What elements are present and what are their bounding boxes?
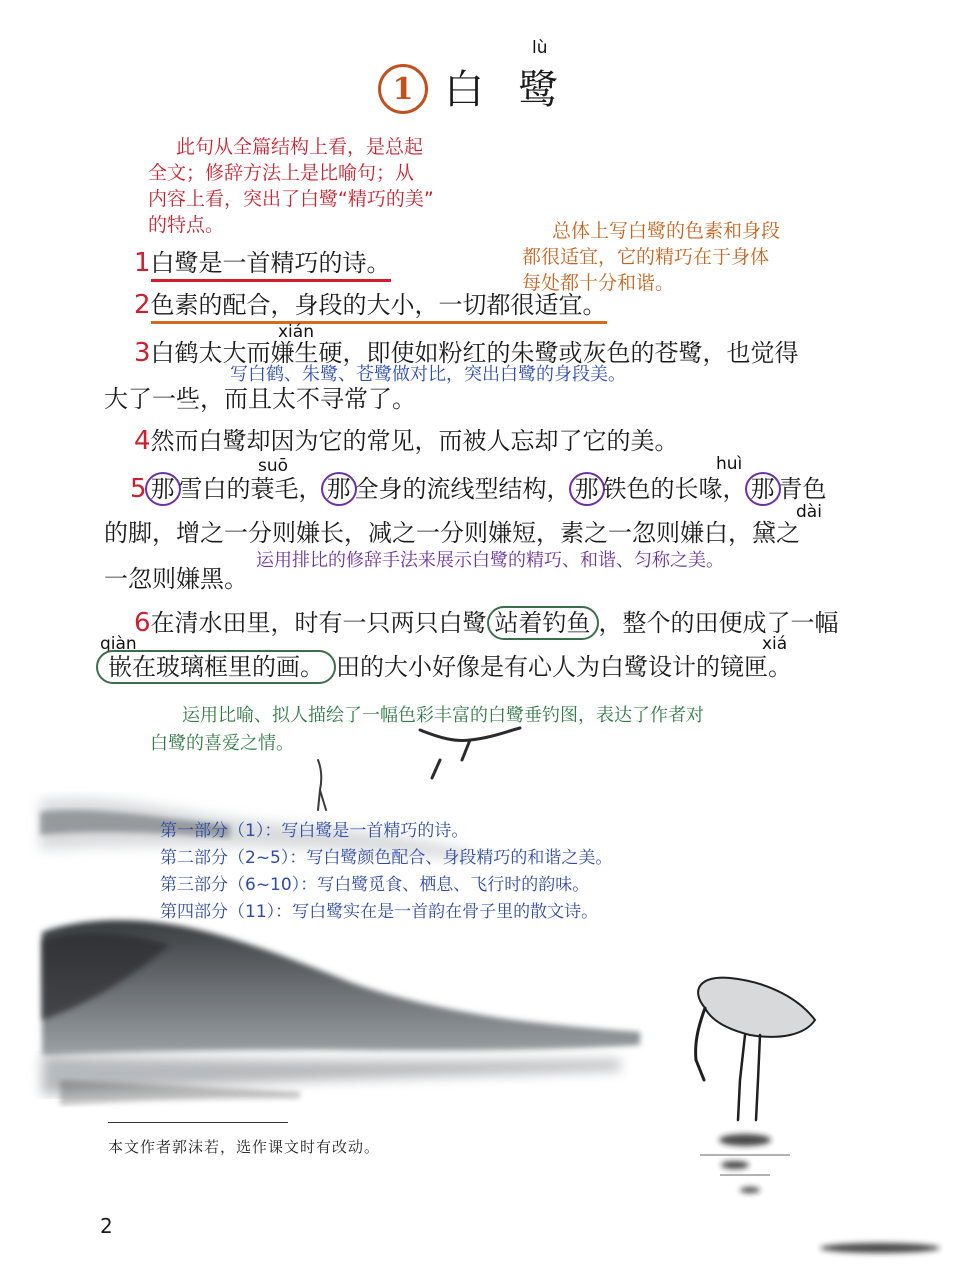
note-line: 此句从全篇结构上看，是总起	[176, 136, 424, 158]
title-pinyin: lù	[532, 38, 548, 58]
paragraph-4	[134, 426, 679, 456]
lesson-number-badge: 1	[378, 64, 428, 114]
paragraph-text: 然而白鹭却因为它的常见，而被人忘却了它的美。	[150, 427, 679, 455]
note-line: 运用比喻、拟人描绘了一幅色彩丰富的白鹭垂钓图，表达了作者对	[182, 705, 704, 726]
paragraph-text: 雪白的蓑毛，	[178, 475, 323, 503]
annotation-note-parallelism: 运用排比的修辞手法来展示白鹭的精巧、和谐、匀称之美。	[256, 550, 724, 571]
structure-part-4: 第四部分（11）：写白鹭实在是一首韵在骨子里的散文诗。	[160, 902, 599, 922]
paragraph-number: 6	[134, 608, 151, 638]
circled-na: 那	[145, 472, 181, 506]
note-line: 的特点。	[148, 214, 225, 236]
paragraph-text: ，整个的田便成了一幅	[598, 609, 839, 637]
circled-phrase-painting: 嵌在玻璃框里的画。	[96, 650, 336, 684]
footnote: 本文作者郭沫若，选作课文时有改动。	[108, 1138, 381, 1156]
paragraph-5-line-1	[130, 472, 827, 506]
paragraph-text: 白鹭是一首精巧的诗。	[151, 249, 391, 282]
pinyin-suo: suō	[258, 456, 289, 476]
paragraph-number: 4	[134, 426, 151, 456]
footnote-rule	[108, 1122, 288, 1123]
structure-part-2: 第二部分（2~5）：写白鹭颜色配合、身段精巧的和谐之美。	[160, 848, 613, 868]
note-line: 内容上看，突出了白鹭“精巧的美”	[148, 188, 434, 210]
note-line: 每处都十分和谐。	[522, 272, 675, 294]
paragraph-text: 铁色的长喙，	[602, 475, 747, 503]
annotation-note-structure	[148, 134, 434, 238]
structure-part-1: 第一部分（1）：写白鹭是一首精巧的诗。	[160, 821, 469, 841]
circled-phrase-fishing: 站着钓鱼	[487, 606, 599, 640]
paragraph-text: 白鹤太大而嫌生硬，即使如粉红的朱鹭或灰色的苍鹭，也觉得	[150, 339, 799, 367]
pinyin-xian: xián	[278, 322, 314, 342]
annotation-note-metaphor	[150, 702, 704, 758]
lesson-title-block	[372, 40, 592, 120]
paragraph-5-line-2: 的脚，增之一分则嫌长，减之一分则嫌短，素之一忽则嫌白，黛之	[104, 519, 800, 547]
note-line: 都很适宜，它的精巧在于身体	[522, 246, 770, 268]
paragraph-3-line-2: 大了一些，而且太不寻常了。	[104, 385, 416, 413]
paragraph-number: 2	[134, 290, 151, 320]
pinyin-hui: huì	[716, 454, 743, 474]
paragraph-text: 田的大小好像是有心人为白鹭设计的镜匣。	[336, 653, 792, 681]
pinyin-xia: xiá	[762, 634, 788, 654]
paragraph-6-line-1	[134, 606, 839, 640]
circled-na: 那	[745, 472, 781, 506]
note-line: 白鹭的喜爱之情。	[150, 733, 294, 754]
pinyin-dai: dài	[796, 502, 822, 522]
structure-summary	[160, 818, 612, 926]
paragraph-2	[134, 290, 607, 320]
annotation-note-summary	[522, 218, 780, 296]
circled-na: 那	[569, 472, 605, 506]
paragraph-text: 全身的流线型结构，	[354, 475, 571, 503]
paragraph-number: 1	[134, 248, 151, 278]
note-line: 全文；修辞方法上是比喻句；从	[148, 162, 415, 184]
paragraph-text: 青色	[778, 475, 827, 503]
paragraph-1	[134, 248, 391, 278]
paragraph-text: 色素的配合，身段的大小，一切都很适宜。	[151, 291, 607, 324]
annotation-note-contrast: 写白鹤、朱鹭、苍鹭做对比，突出白鹭的身段美。	[230, 364, 626, 385]
page-number: 2	[100, 1214, 113, 1238]
paragraph-text: 在清水田里，时有一只两只白鹭	[150, 609, 487, 637]
paragraph-6-line-2	[96, 650, 792, 684]
lesson-title: 白鹭	[444, 67, 592, 113]
pinyin-qian: qiàn	[100, 634, 137, 654]
structure-part-3: 第三部分（6~10）：写白鹭觅食、栖息、飞行时的韵味。	[160, 875, 590, 895]
note-line: 总体上写白鹭的色素和身段	[552, 220, 781, 242]
paragraph-number: 5	[130, 474, 147, 504]
ink-landscape-illustration	[0, 700, 960, 1280]
paragraph-5-line-3: 一忽则嫌黑。	[104, 565, 248, 593]
circled-na: 那	[321, 472, 357, 506]
paragraph-number: 3	[134, 338, 151, 368]
